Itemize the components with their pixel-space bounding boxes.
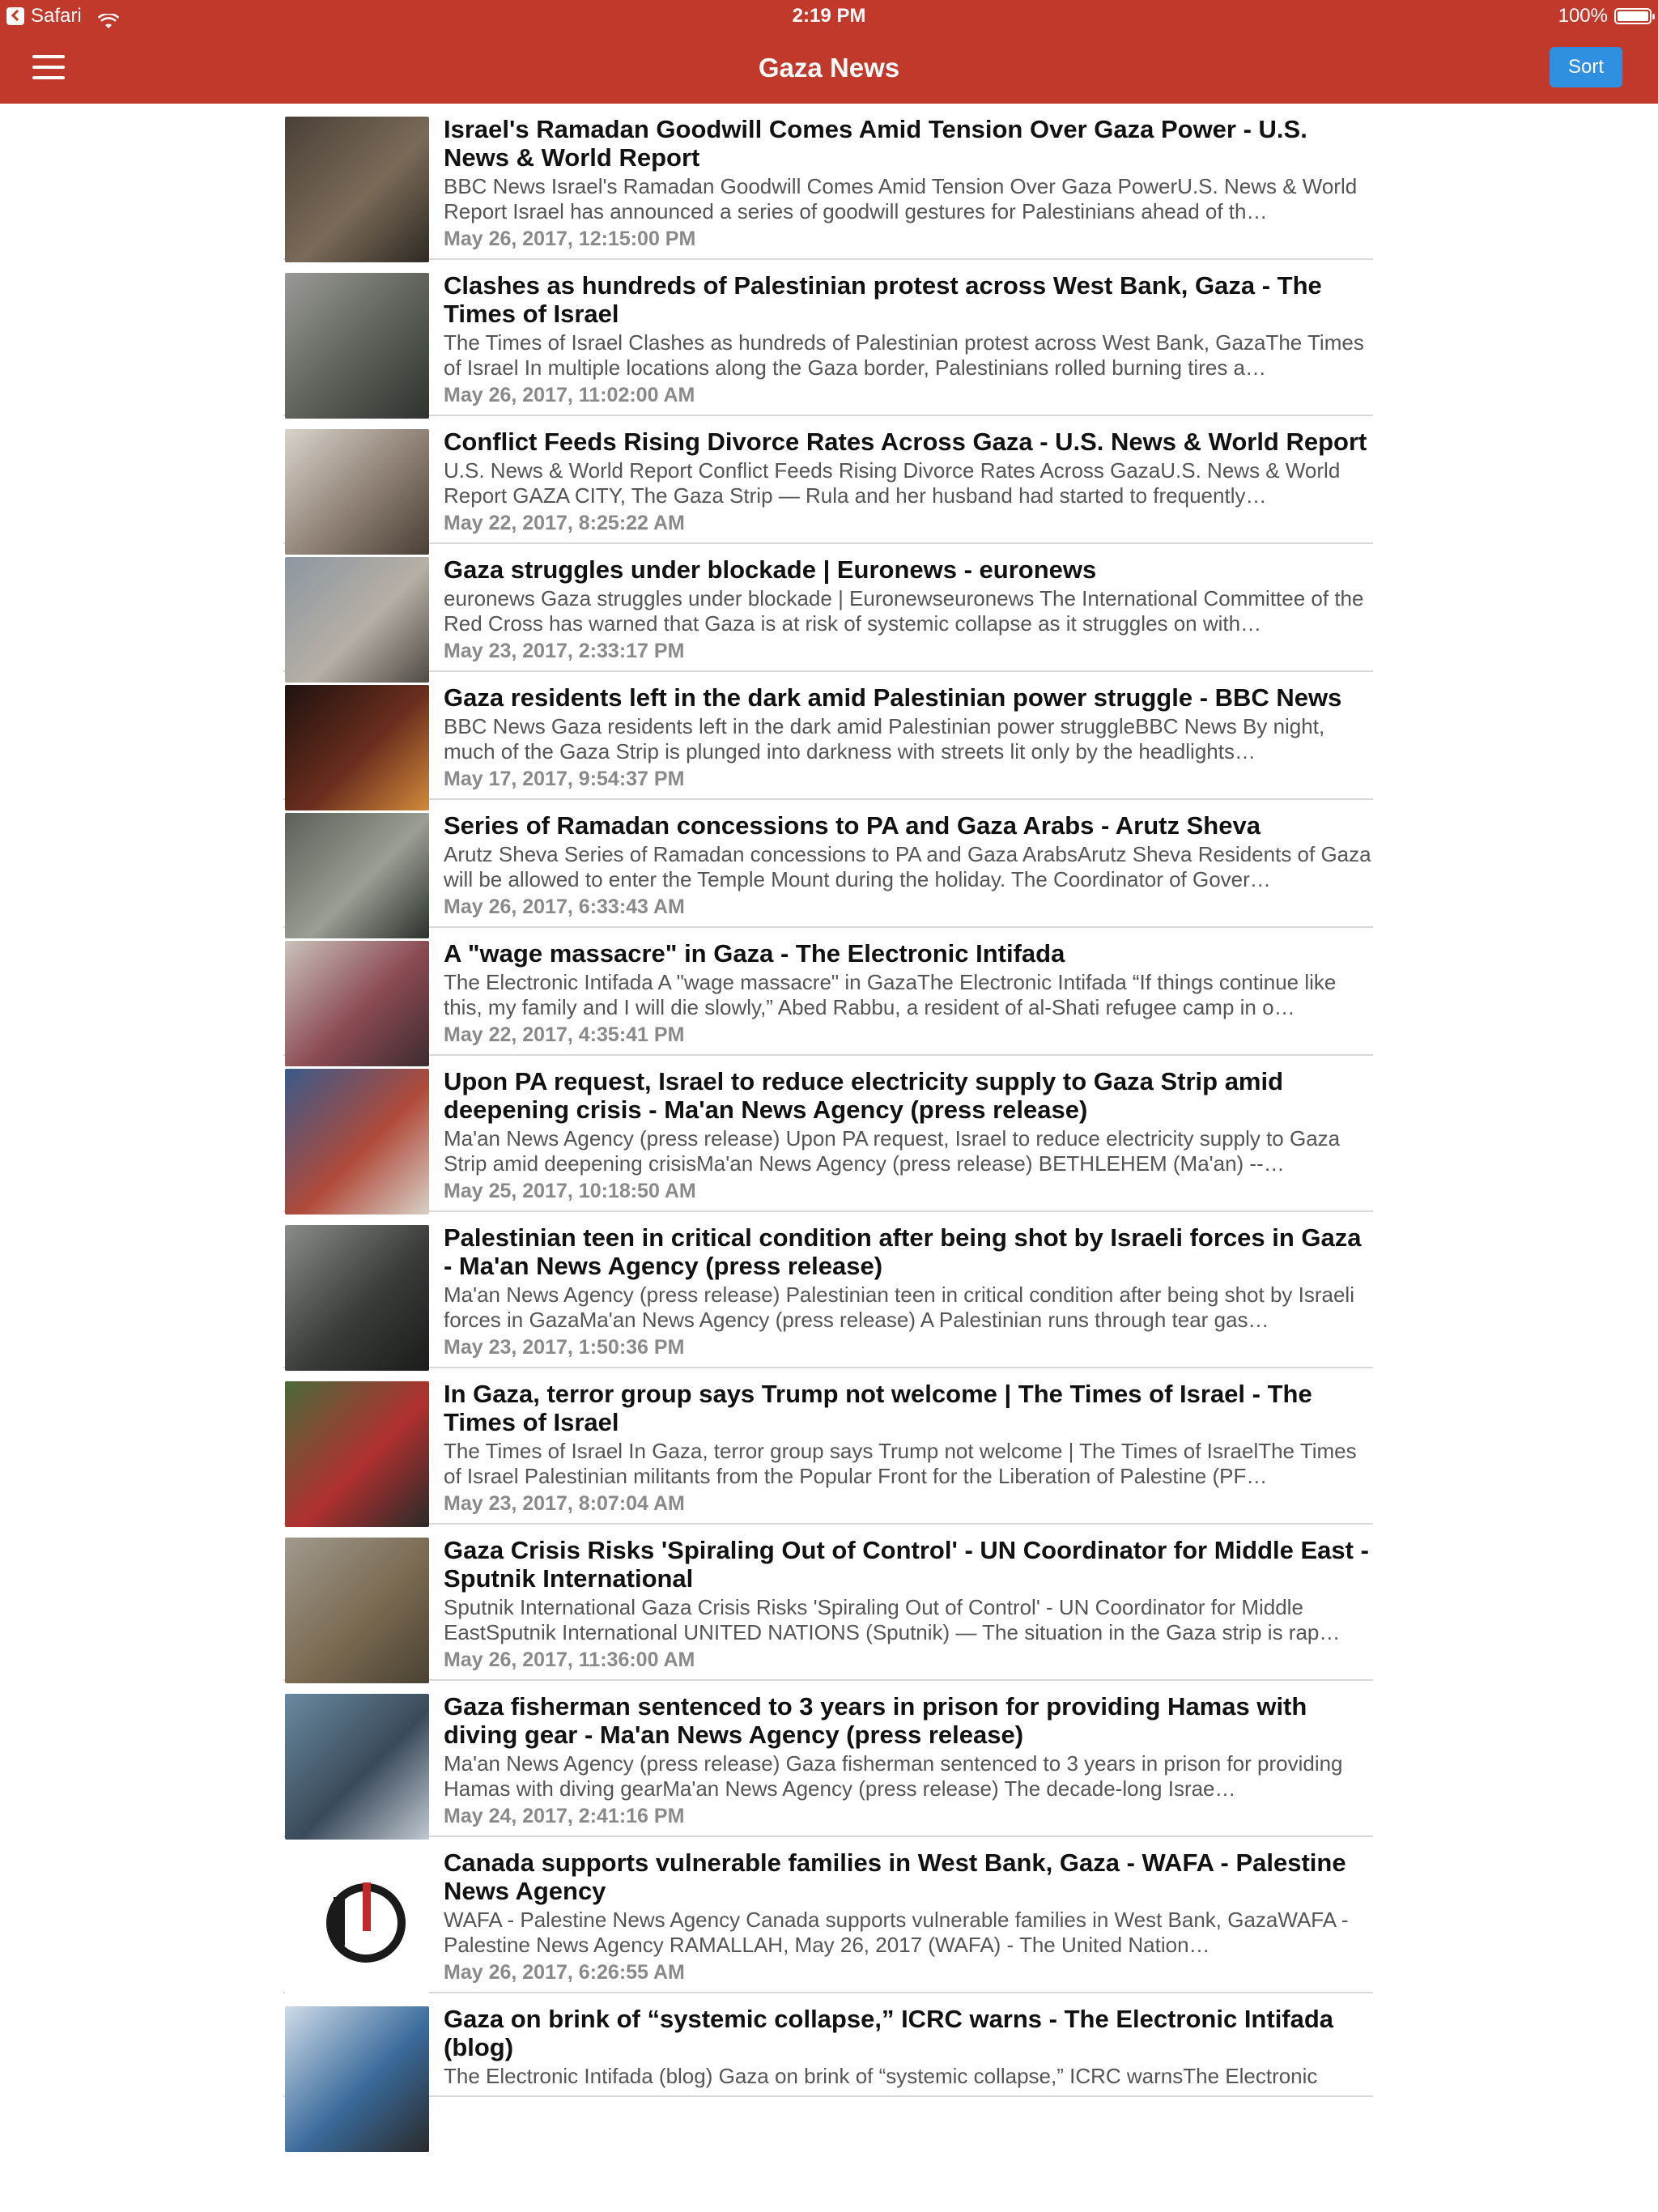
article-thumbnail[interactable]	[285, 429, 429, 555]
status-bar	[0, 0, 1658, 32]
article-thumbnail[interactable]	[285, 273, 429, 419]
article-thumbnail[interactable]	[285, 1538, 429, 1683]
article-date: May 23, 2017, 1:50:36 PM	[444, 1336, 685, 1359]
article-thumbnail[interactable]	[285, 1225, 429, 1371]
article-date: May 17, 2017, 9:54:37 PM	[444, 768, 685, 790]
article-date: May 26, 2017, 12:15:00 PM	[444, 228, 696, 250]
page-title: Gaza News	[758, 53, 900, 83]
article-snippet: BBC News Israel's Ramadan Goodwill Comes Amid Tension Over Gaza PowerU.S. News & World Report Israel has announced a series of goodwill gestures for Palestinians ahead of th…	[444, 174, 1358, 223]
article-thumbnail[interactable]	[285, 1069, 429, 1214]
article-snippet: euronews Gaza struggles under blockade | Euronewseuronews The International Committee of the Red Cross has warned that Gaza is at risk of systemic collapse as it struggles on with…	[444, 586, 1364, 636]
sort-button[interactable]: Sort	[1550, 47, 1622, 87]
article-item[interactable]	[283, 416, 1373, 544]
nav-bar	[0, 32, 1658, 104]
article-title[interactable]: Gaza fisherman sentenced to 3 years in prison for providing Hamas with diving gear - Ma'an News Agency (press release)	[444, 1692, 1307, 1749]
article-date: May 23, 2017, 2:33:17 PM	[444, 640, 685, 662]
article-date: May 26, 2017, 6:33:43 AM	[444, 895, 685, 918]
article-snippet: Arutz Sheva Series of Ramadan concessions to PA and Gaza ArabsArutz Sheva Residents of Gaza will be allowed to enter the Temple Mount during the holiday. The Coordinator of Gover…	[444, 842, 1371, 891]
article-thumbnail[interactable]	[285, 1694, 429, 1840]
battery-fill	[1618, 11, 1648, 21]
article-title[interactable]: Conflict Feeds Rising Divorce Rates Across Gaza - U.S. News & World Report	[444, 428, 1367, 456]
article-thumbnail[interactable]	[285, 1850, 429, 1996]
article-title[interactable]: In Gaza, terror group says Trump not welcome | The Times of Israel - The Times of Israel	[444, 1380, 1312, 1436]
article-item[interactable]	[283, 544, 1373, 672]
article-title[interactable]: Upon PA request, Israel to reduce electricity supply to Gaza Strip amid deepening crisis - Ma'an News Agency (press release)	[444, 1067, 1284, 1124]
article-date: May 26, 2017, 11:36:00 AM	[444, 1648, 695, 1671]
article-snippet: Ma'an News Agency (press release) Upon PA request, Israel to reduce electricity supply to Gaza Strip amid deepening crisisMa'an News Agency (press release) BETHLEHEM (Ma'an) --…	[444, 1126, 1341, 1176]
article-thumbnail[interactable]	[285, 685, 429, 810]
article-snippet: U.S. News & World Report Conflict Feeds Rising Divorce Rates Across GazaU.S. News & World Report GAZA CITY, The Gaza Strip — Rula and her husband had started to frequently…	[444, 458, 1341, 508]
article-item[interactable]	[283, 672, 1373, 800]
article-item[interactable]	[283, 1212, 1373, 1368]
article-thumbnail[interactable]	[285, 1381, 429, 1527]
article-snippet: Ma'an News Agency (press release) Gaza fisherman sentenced to 3 years in prison for providing Hamas with diving gearMa'an News Agency (press release) The decade-long Israe…	[444, 1751, 1343, 1801]
article-snippet: WAFA - Palestine News Agency Canada supports vulnerable families in West Bank, GazaWAFA - Palestine News Agency RAMALLAH, May 26, 2017 (WAFA) - The United Nation…	[444, 1908, 1349, 1957]
article-snippet: The Times of Israel Clashes as hundreds of Palestinian protest across West Bank, GazaThe Times of Israel In multiple locations along the Gaza border, Palestinians rolled burning tires a…	[444, 330, 1364, 380]
article-title[interactable]: Series of Ramadan concessions to PA and Gaza Arabs - Arutz Sheva	[444, 811, 1261, 840]
article-title[interactable]: Clashes as hundreds of Palestinian protest across West Bank, Gaza - The Times of Israel	[444, 271, 1322, 328]
status-right	[1558, 0, 1652, 32]
article-snippet: The Electronic Intifada (blog) Gaza on brink of “systemic collapse,” ICRC warnsThe Electronic	[444, 2064, 1318, 2088]
article-snippet: Ma'an News Agency (press release) Palestinian teen in critical condition after being shot by Israeli forces in GazaMa'an News Agency (press release) A Palestinian runs through tear gas…	[444, 1283, 1354, 1332]
article-snippet: BBC News Gaza residents left in the dark amid Palestinian power struggleBBC News By night, much of the Gaza Strip is plunged into darkness with streets lit only by the headlights…	[444, 714, 1325, 764]
article-title[interactable]: Gaza on brink of “systemic collapse,” ICRC warns - The Electronic Intifada (blog)	[444, 2005, 1334, 2061]
article-title[interactable]: Gaza residents left in the dark amid Palestinian power struggle - BBC News	[444, 683, 1342, 712]
article-snippet: The Times of Israel In Gaza, terror group says Trump not welcome | The Times of IsraelThe Times of Israel Palestinian militants from the Popular Front for the Liberation of Palestine (PF…	[444, 1439, 1357, 1488]
article-item[interactable]	[283, 1368, 1373, 1525]
article-item[interactable]	[283, 1681, 1373, 1837]
article-date: May 23, 2017, 8:07:04 AM	[444, 1492, 685, 1515]
battery-icon	[1614, 8, 1652, 24]
article-thumbnail[interactable]	[285, 813, 429, 938]
article-item[interactable]	[283, 1993, 1373, 2097]
article-snippet: The Electronic Intifada A "wage massacre" in GazaThe Electronic Intifada “If things continue like this, my family and I will die slowly,” Abed Rabbu, a resident of al-Shati refugee camp in o…	[444, 970, 1337, 1019]
battery-percent: 100%	[1558, 5, 1608, 27]
article-thumbnail[interactable]	[285, 117, 429, 262]
article-thumbnail[interactable]	[285, 557, 429, 683]
article-title[interactable]: Palestinian teen in critical condition after being shot by Israeli forces in Gaza - Ma'an News Agency (press release)	[444, 1223, 1362, 1280]
article-date: May 25, 2017, 10:18:50 AM	[444, 1180, 696, 1202]
article-item[interactable]	[283, 1525, 1373, 1681]
article-item[interactable]	[283, 104, 1373, 260]
article-title[interactable]: Canada supports vulnerable families in West Bank, Gaza - WAFA - Palestine News Agency	[444, 1848, 1346, 1905]
article-title[interactable]: Gaza Crisis Risks 'Spiraling Out of Control' - UN Coordinator for Middle East - Sputnik International	[444, 1536, 1369, 1593]
article-thumbnail[interactable]	[285, 2006, 429, 2152]
wafa-logo-icon	[285, 1850, 429, 1996]
article-date: May 22, 2017, 4:35:41 PM	[444, 1023, 685, 1046]
article-item[interactable]	[283, 260, 1373, 416]
article-date: May 26, 2017, 11:02:00 AM	[444, 384, 695, 406]
article-date: May 26, 2017, 6:26:55 AM	[444, 1961, 685, 1984]
back-app-label[interactable]: Safari	[31, 5, 82, 27]
article-snippet: Sputnik International Gaza Crisis Risks 'Spiraling Out of Control' - UN Coordinator for Middle EastSputnik International UNITED NATIONS (Sputnik) — The situation in the Gaza strip is rap…	[444, 1595, 1341, 1644]
article-item[interactable]	[283, 1056, 1373, 1212]
article-title[interactable]: Israel's Ramadan Goodwill Comes Amid Tension Over Gaza Power - U.S. News & World Report	[444, 115, 1307, 172]
article-item[interactable]	[283, 1837, 1373, 1993]
article-item[interactable]	[283, 800, 1373, 928]
article-date: May 24, 2017, 2:41:16 PM	[444, 1805, 685, 1827]
status-time: 2:19 PM	[792, 5, 866, 27]
article-title[interactable]: Gaza struggles under blockade | Euronews - euronews	[444, 555, 1097, 584]
article-item[interactable]	[283, 928, 1373, 1056]
article-date: May 22, 2017, 8:25:22 AM	[444, 512, 685, 534]
article-list	[283, 104, 1373, 2097]
article-title[interactable]: A "wage massacre" in Gaza - The Electronic Intifada	[444, 939, 1065, 968]
article-thumbnail[interactable]	[285, 941, 429, 1066]
